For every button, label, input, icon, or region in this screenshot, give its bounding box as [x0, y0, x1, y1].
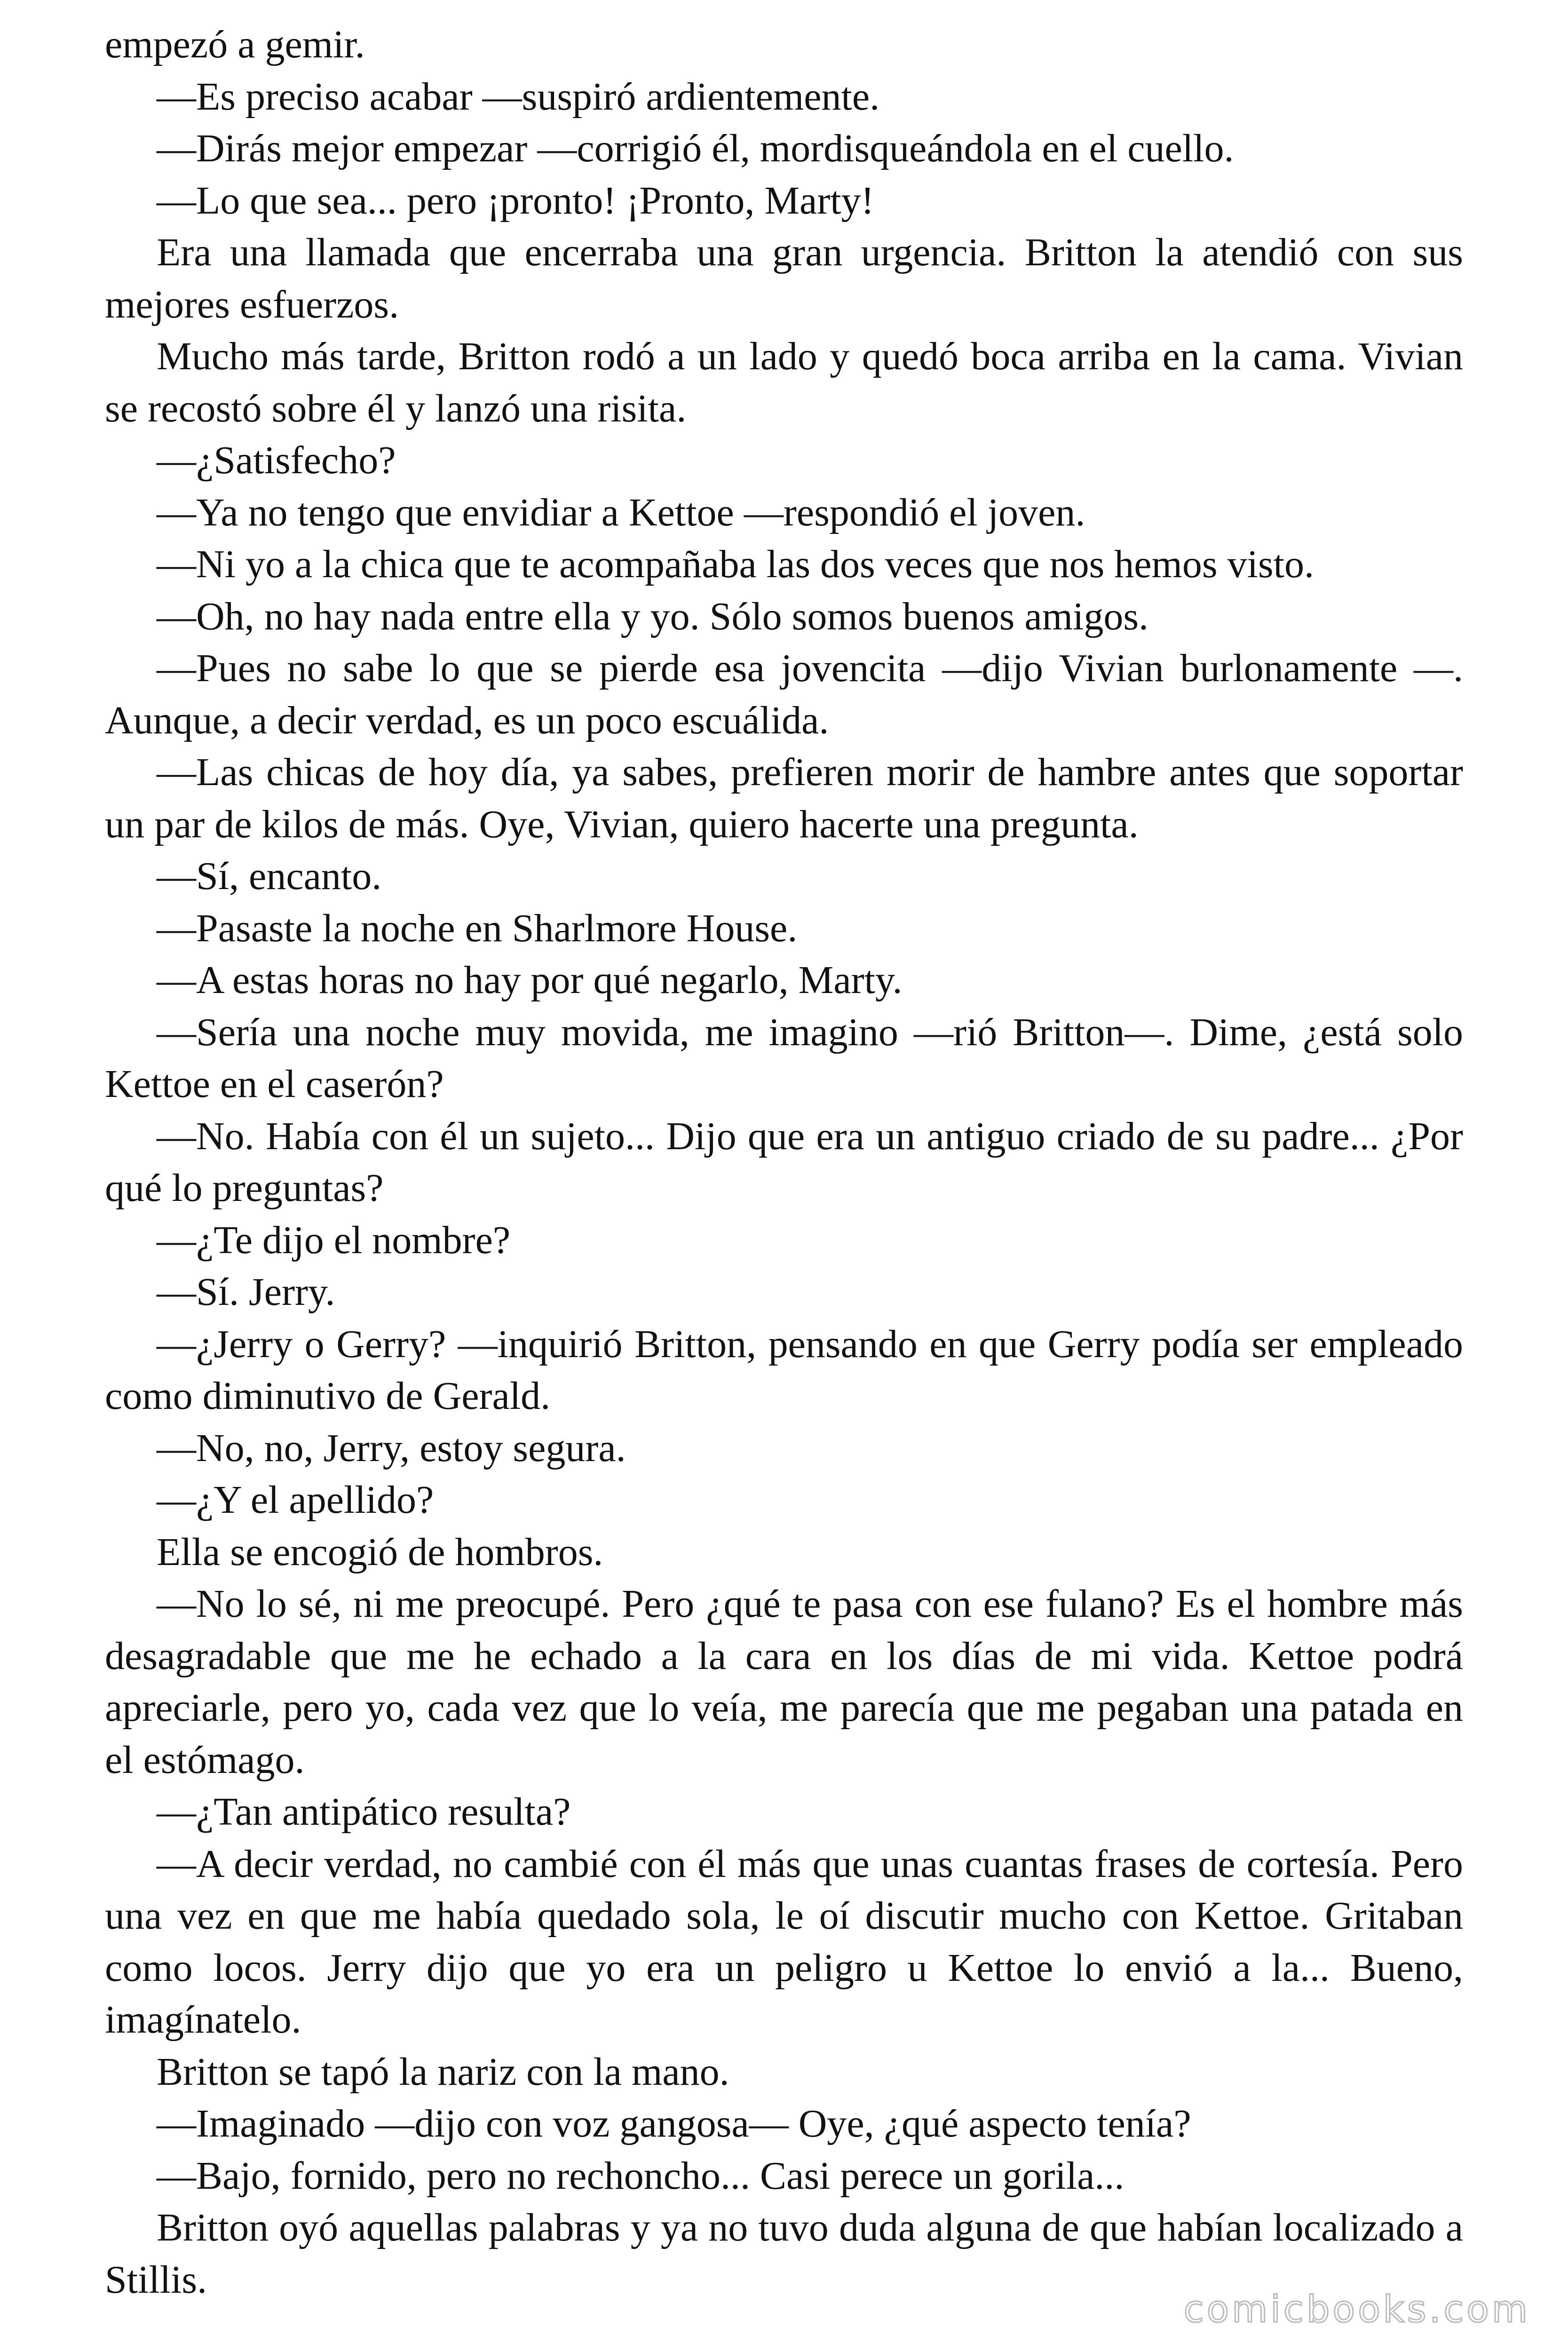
paragraph: Mucho más tarde, Britton rodó a un lado y quedó boca arriba en la cama. Vivian se recostó sobre él y lanzó una risita. — [105, 334, 1463, 430]
paragraph: —Sí. Jerry. — [157, 1270, 335, 1314]
watermark: comicbooks.com — [1183, 2288, 1530, 2331]
paragraph: —A estas horas no hay por qué negarlo, Marty. — [157, 958, 903, 1002]
paragraph: —Es preciso acabar —suspiró ardientemente. — [157, 74, 880, 119]
paragraph: —Imaginado —dijo con voz gangosa— Oye, ¿qué aspecto tenía? — [157, 2102, 1191, 2145]
paragraph: —Pues no sabe lo que se pierde esa jovencita —dijo Vivian burlonamente —. Aunque, a decir verdad, es un poco escuálida. — [105, 646, 1463, 742]
paragraph: —No lo sé, ni me preocupé. Pero ¿qué te pasa con ese fulano? Es el hombre más desagradable que me he echado a la cara en los días de mi vida. Kettoe podrá apreciarle, pero yo, cada vez que lo veía, me parecía que me pegaban una patada en el estómago. — [105, 1582, 1463, 1782]
paragraph: —A decir verdad, no cambié con él más que unas cuantas frases de cortesía. Pero una vez en que me había quedado sola, le oí discutir mucho con Kettoe. Gritaban como locos. Jerry dijo que yo era un peligro u Kettoe lo envió a la... Bueno, imagínatelo. — [105, 1842, 1463, 2042]
paragraph: —Lo que sea... pero ¡pronto! ¡Pronto, Marty! — [157, 178, 874, 222]
paragraph: —Bajo, fornido, pero no rechoncho... Casi perece un gorila... — [157, 2153, 1125, 2198]
paragraph: —No, no, Jerry, estoy segura. — [157, 1426, 626, 1470]
paragraph: —No. Había con él un sujeto... Dijo que era un antiguo criado de su padre... ¿Por qué lo preguntas? — [105, 1114, 1463, 1210]
paragraph: —¿Satisfecho? — [157, 438, 396, 482]
paragraph: —Sí, encanto. — [157, 854, 382, 898]
page-body — [105, 19, 1463, 2306]
paragraph: Era una llamada que encerraba una gran urgencia. Britton la atendió con sus mejores esfuerzos. — [105, 230, 1463, 326]
paragraph: —¿Y el apellido? — [157, 1478, 434, 1522]
paragraph: empezó a gemir. — [105, 23, 365, 66]
paragraph: —Ya no tengo que envidiar a Kettoe —respondió el joven. — [157, 490, 1085, 534]
paragraph: —¿Te dijo el nombre? — [157, 1218, 511, 1262]
paragraph: —¿Tan antipático resulta? — [157, 1790, 571, 1834]
paragraph: —Ni yo a la chica que te acompañaba las dos veces que nos hemos visto. — [157, 542, 1314, 586]
paragraph: —Pasaste la noche en Sharlmore House. — [157, 906, 798, 950]
paragraph: Britton oyó aquellas palabras y ya no tuvo duda alguna de que habían localizado a Stillis. — [105, 2206, 1463, 2302]
paragraph: —Oh, no hay nada entre ella y yo. Sólo somos buenos amigos. — [157, 594, 1149, 638]
paragraph: —Las chicas de hoy día, ya sabes, prefieren morir de hambre antes que soportar un par de kilos de más. Oye, Vivian, quiero hacerte una pregunta. — [105, 750, 1463, 846]
paragraph: Ella se encogió de hombros. — [157, 1530, 603, 1574]
paragraph: —Dirás mejor empezar —corrigió él, mordisqueándola en el cuello. — [157, 127, 1234, 170]
paragraph: —¿Jerry o Gerry? —inquirió Britton, pensando en que Gerry podía ser empleado como diminutivo de Gerald. — [105, 1322, 1463, 1418]
paragraph: —Sería una noche muy movida, me imagino —rió Britton—. Dime, ¿está solo Kettoe en el caserón? — [105, 1010, 1463, 1106]
paragraph: Britton se tapó la nariz con la mano. — [157, 2050, 729, 2094]
